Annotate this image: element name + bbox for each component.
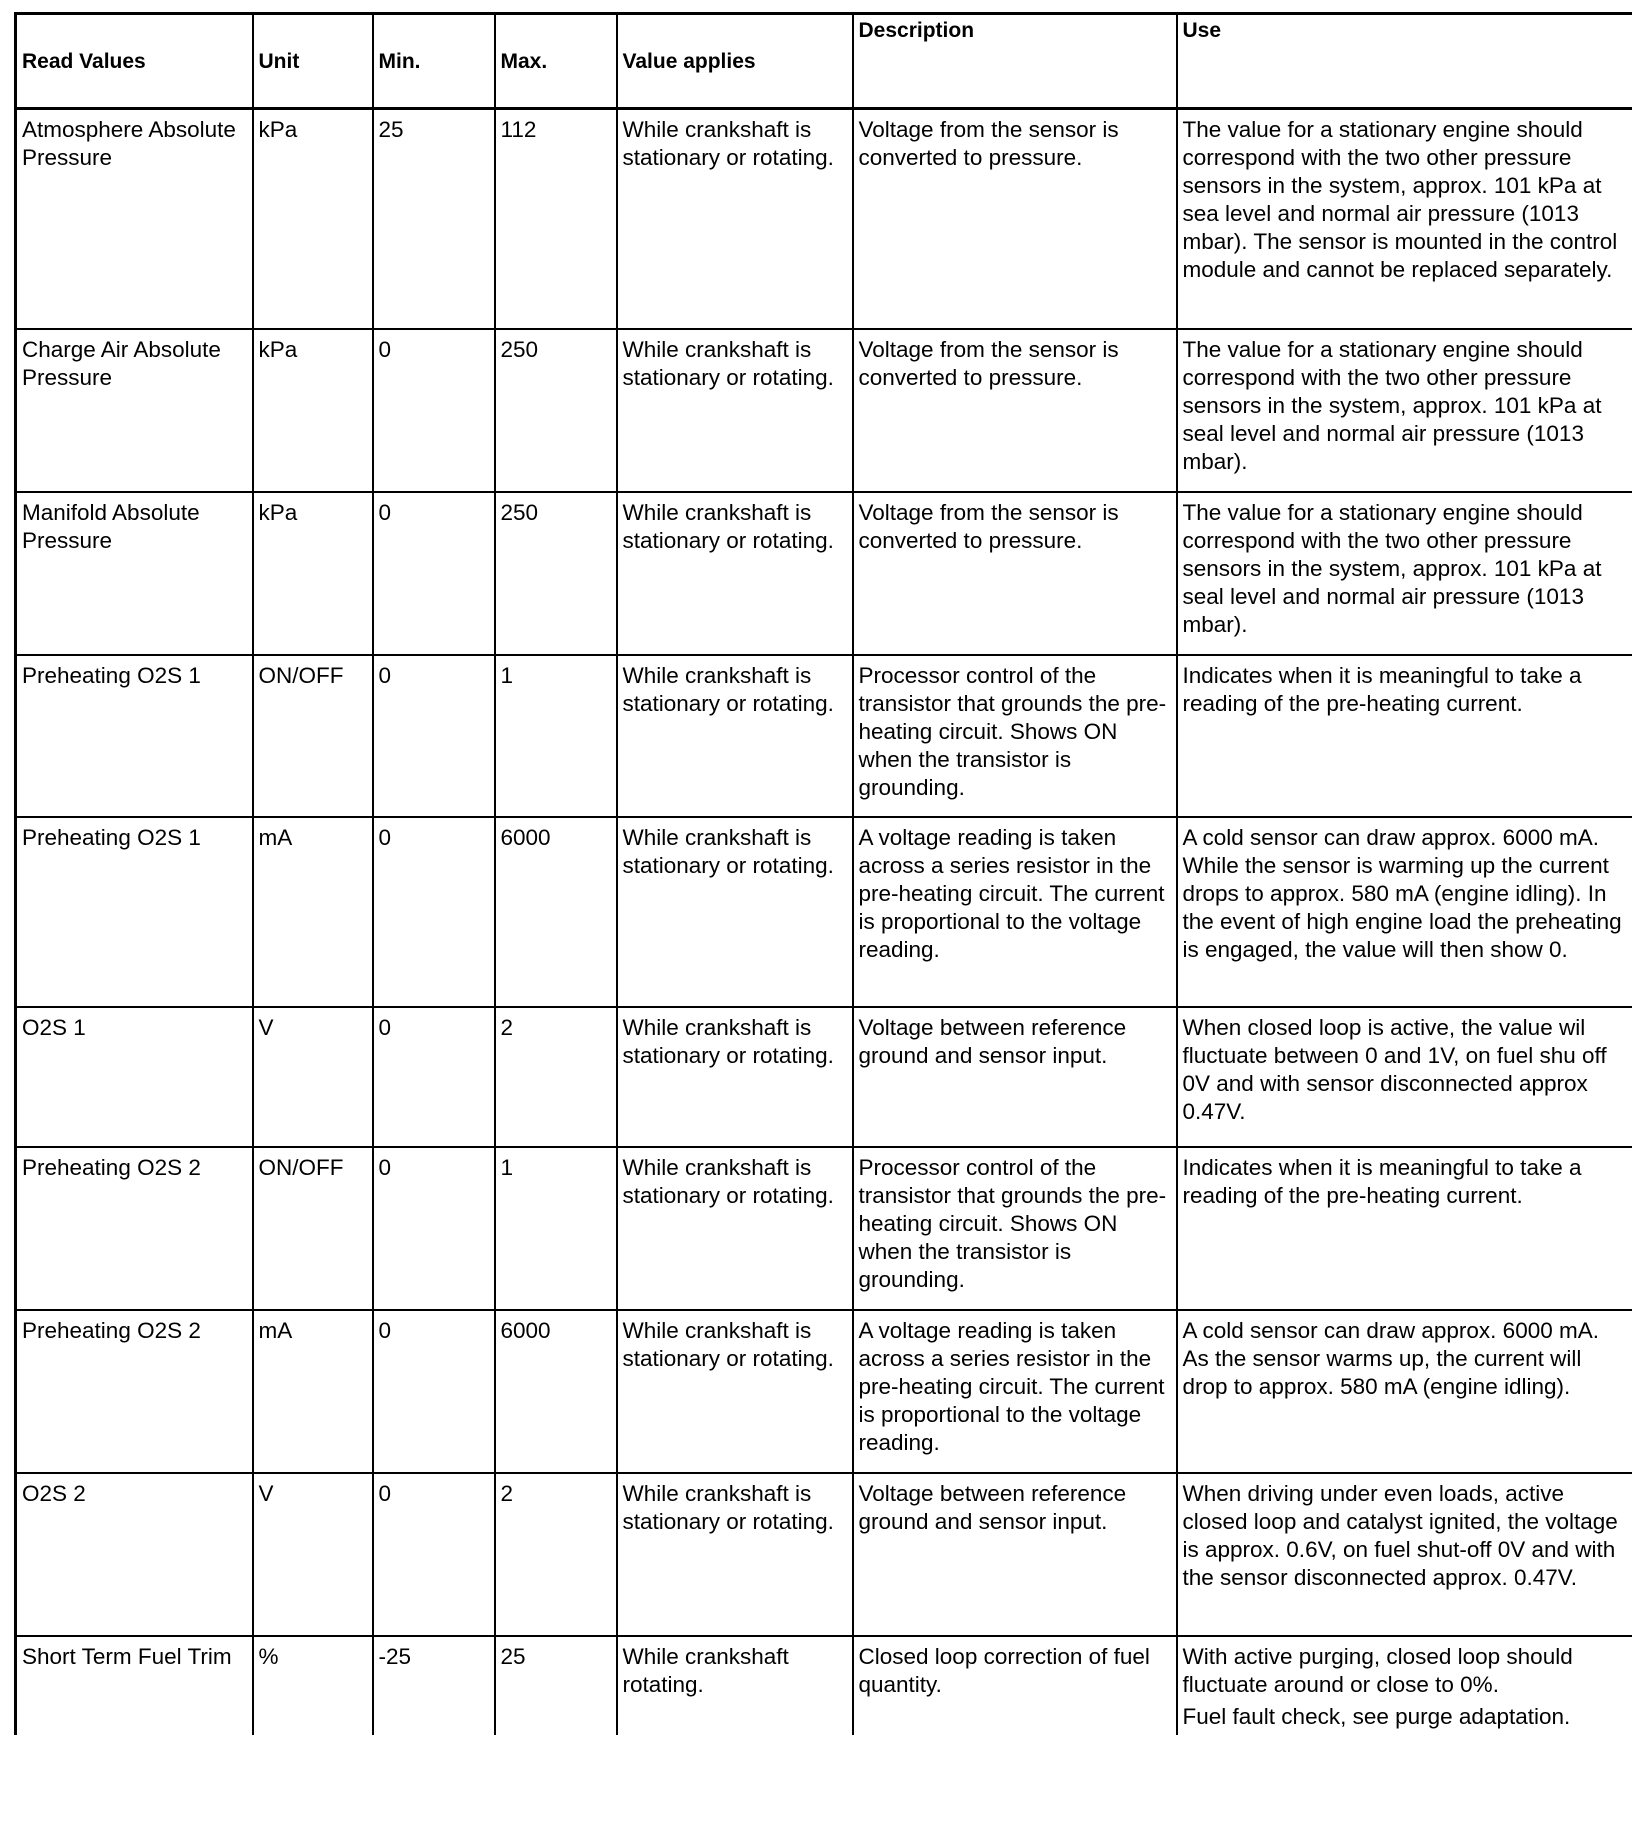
- header-max: Max.: [495, 14, 617, 109]
- cell-use: A cold sensor can draw approx. 6000 mA. While the sensor is warming up the current drops to approx. 580 mA (engine idling). In the event of high engine load the preheating is engaged, the value will then show 0.: [1177, 817, 1632, 1007]
- cell-min: 0: [373, 492, 495, 655]
- cell-value-applies: While crankshaft is stationary or rotating.: [617, 492, 853, 655]
- cell-max: 1: [495, 655, 617, 817]
- cell-description: Processor control of the transistor that grounds the pre-heating circuit. Shows ON when the transistor is grounding.: [853, 1147, 1177, 1310]
- cell-value-applies: While crankshaft is stationary or rotating.: [617, 1147, 853, 1310]
- cell-max: 25: [495, 1636, 617, 1735]
- cell-unit: ON/OFF: [253, 655, 373, 817]
- cell-use: Indicates when it is meaningful to take a reading of the pre-heating current.: [1177, 1147, 1632, 1310]
- cell-min: 0: [373, 1310, 495, 1473]
- cell-description: Processor control of the transistor that grounds the pre-heating circuit. Shows ON when the transistor is grounding.: [853, 655, 1177, 817]
- cell-max: 6000: [495, 817, 617, 1007]
- cell-description: Voltage from the sensor is converted to pressure.: [853, 492, 1177, 655]
- table-row: [16, 1007, 1632, 1147]
- cell-read-value: Preheating O2S 2: [16, 1147, 253, 1310]
- cell-max: 112: [495, 109, 617, 329]
- cell-read-value: Short Term Fuel Trim: [16, 1636, 253, 1735]
- cell-use: Indicates when it is meaningful to take a reading of the pre-heating current.: [1177, 655, 1632, 817]
- cell-min: 0: [373, 329, 495, 492]
- cell-description: Voltage between reference ground and sensor input.: [853, 1473, 1177, 1636]
- cell-description: Voltage from the sensor is converted to pressure.: [853, 109, 1177, 329]
- cell-max: 1: [495, 1147, 617, 1310]
- cell-unit: mA: [253, 817, 373, 1007]
- cell-read-value: Charge Air Absolute Pressure: [16, 329, 253, 492]
- cell-read-value: Preheating O2S 1: [16, 817, 253, 1007]
- cell-use: [1177, 1636, 1632, 1735]
- read-values-sheet: [14, 12, 1630, 1735]
- table-row: [16, 109, 1632, 329]
- table-header-row: [16, 14, 1632, 109]
- table-row: [16, 329, 1632, 492]
- cell-unit: kPa: [253, 109, 373, 329]
- cell-description: Closed loop correction of fuel quantity.: [853, 1636, 1177, 1735]
- header-read-values: Read Values: [16, 14, 253, 109]
- table-row: [16, 1147, 1632, 1310]
- cell-unit: V: [253, 1473, 373, 1636]
- cell-unit: kPa: [253, 492, 373, 655]
- cell-unit: V: [253, 1007, 373, 1147]
- table-row: [16, 655, 1632, 817]
- cell-read-value: Preheating O2S 2: [16, 1310, 253, 1473]
- cell-unit: %: [253, 1636, 373, 1735]
- cell-description: A voltage reading is taken across a series resistor in the pre-heating circuit. The current is proportional to the voltage reading.: [853, 1310, 1177, 1473]
- cell-read-value: Atmosphere Absolute Pressure: [16, 109, 253, 329]
- cell-max: 250: [495, 492, 617, 655]
- header-min: Min.: [373, 14, 495, 109]
- table-row: [16, 817, 1632, 1007]
- cell-read-value: Preheating O2S 1: [16, 655, 253, 817]
- cell-use: When closed loop is active, the value wil fluctuate between 0 and 1V, on fuel shu off 0V and with sensor disconnected approx 0.47V.: [1177, 1007, 1632, 1147]
- header-use: Use: [1177, 14, 1632, 109]
- table-row: [16, 492, 1632, 655]
- header-unit: Unit: [253, 14, 373, 109]
- cell-unit: ON/OFF: [253, 1147, 373, 1310]
- cell-min: 25: [373, 109, 495, 329]
- cell-read-value: O2S 1: [16, 1007, 253, 1147]
- table-row: [16, 1310, 1632, 1473]
- cell-read-value: Manifold Absolute Pressure: [16, 492, 253, 655]
- cell-max: 6000: [495, 1310, 617, 1473]
- cell-min: 0: [373, 817, 495, 1007]
- cell-value-applies: While crankshaft is stationary or rotating.: [617, 1007, 853, 1147]
- cell-description: Voltage between reference ground and sensor input.: [853, 1007, 1177, 1147]
- cell-value-applies: While crankshaft is stationary or rotating.: [617, 109, 853, 329]
- cell-use: The value for a stationary engine should correspond with the two other pressure sensors in the system, approx. 101 kPa at seal level and normal air pressure (1013 mbar).: [1177, 329, 1632, 492]
- cell-value-applies: While crankshaft is stationary or rotating.: [617, 1310, 853, 1473]
- header-description: Description: [853, 14, 1177, 109]
- cell-use-text: With active purging, closed loop should fluctuate around or close to 0%.: [1182, 1643, 1573, 1697]
- cell-max: 2: [495, 1473, 617, 1636]
- cell-min: 0: [373, 1147, 495, 1310]
- cell-use-note: Fuel fault check, see purge adaptation.: [1182, 1703, 1571, 1729]
- cell-max: 2: [495, 1007, 617, 1147]
- cell-min: -25: [373, 1636, 495, 1735]
- cell-min: 0: [373, 1007, 495, 1147]
- cell-use: When driving under even loads, active closed loop and catalyst ignited, the voltage is approx. 0.6V, on fuel shut-off 0V and with the sensor disconnected approx. 0.47V.: [1177, 1473, 1632, 1636]
- cell-unit: mA: [253, 1310, 373, 1473]
- read-values-table: [14, 12, 1632, 1735]
- header-value-applies: Value applies: [617, 14, 853, 109]
- cell-value-applies: While crankshaft is stationary or rotating.: [617, 329, 853, 492]
- cell-read-value: O2S 2: [16, 1473, 253, 1636]
- cell-use: A cold sensor can draw approx. 6000 mA. As the sensor warms up, the current will drop to approx. 580 mA (engine idling).: [1177, 1310, 1632, 1473]
- cell-max: 250: [495, 329, 617, 492]
- cell-description: A voltage reading is taken across a series resistor in the pre-heating circuit. The current is proportional to the voltage reading.: [853, 817, 1177, 1007]
- cell-min: 0: [373, 1473, 495, 1636]
- cell-value-applies: While crankshaft rotating.: [617, 1636, 853, 1735]
- table-row: [16, 1473, 1632, 1636]
- cell-description: Voltage from the sensor is converted to pressure.: [853, 329, 1177, 492]
- cell-value-applies: While crankshaft is stationary or rotating.: [617, 1473, 853, 1636]
- cell-min: 0: [373, 655, 495, 817]
- table-row: [16, 1636, 1632, 1735]
- cell-use: The value for a stationary engine should correspond with the two other pressure sensors in the system, approx. 101 kPa at sea level and normal air pressure (1013 mbar). The sensor is mounted in the control module and cannot be replaced separately.: [1177, 109, 1632, 329]
- cell-use: The value for a stationary engine should correspond with the two other pressure sensors in the system, approx. 101 kPa at seal level and normal air pressure (1013 mbar).: [1177, 492, 1632, 655]
- cell-unit: kPa: [253, 329, 373, 492]
- cell-value-applies: While crankshaft is stationary or rotating.: [617, 817, 853, 1007]
- cell-value-applies: While crankshaft is stationary or rotating.: [617, 655, 853, 817]
